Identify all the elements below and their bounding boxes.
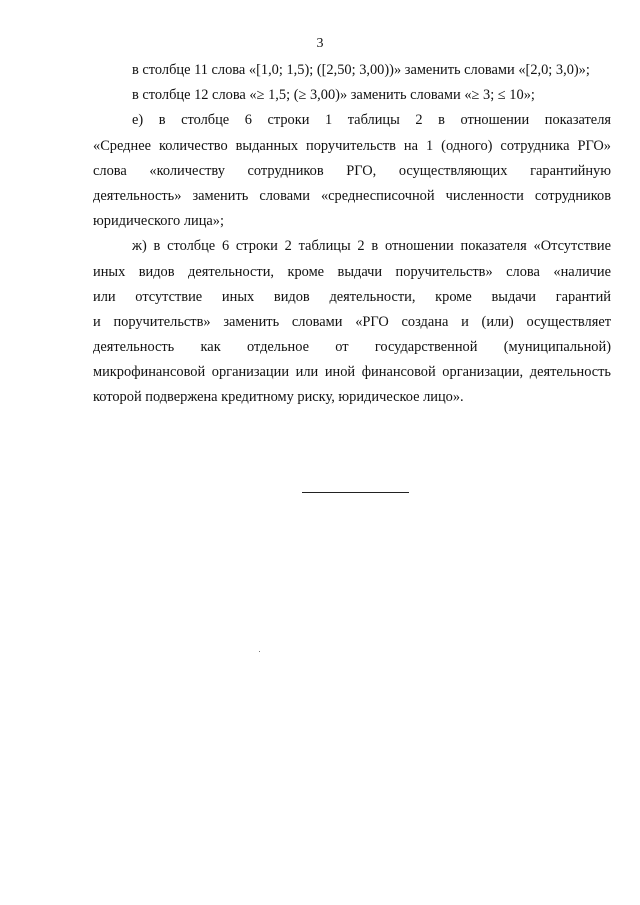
paragraph-line: иных видов деятельности, кроме выдачи поручительств» слова «наличие (93, 263, 611, 280)
paragraph-line: юридического лица»; (93, 213, 224, 230)
paragraph-line: в столбце 11 слова «[1,0; 1,5); ([2,50; 3,00))» заменить словами «[2,0; 3,0)»; (132, 62, 590, 78)
paragraph-line: е) в столбце 6 строки 1 таблицы 2 в отношении показателя (132, 112, 611, 129)
paragraph-line: «Среднее количество выданных поручительств на 1 (одного) сотрудника РГО» (93, 137, 611, 154)
paragraph-line: микрофинансовой организации или иной финансовой организации, деятельность (93, 364, 611, 381)
page-number: 3 (316, 36, 324, 51)
paragraph-line: ж) в столбце 6 строки 2 таблицы 2 в отношении показателя «Отсутствие (132, 238, 611, 255)
end-separator-line (302, 492, 409, 493)
paragraph-line: деятельность как отдельное от государственной (муниципальной) (93, 339, 611, 356)
paragraph-line: которой подвержена кредитному риску, юридическое лицо». (93, 389, 464, 406)
paragraph-line: слова «количеству сотрудников РГО, осуществляющих гарантийную (93, 162, 611, 179)
document-body (93, 58, 611, 411)
paragraph-line: или отсутствие иных видов деятельности, кроме выдачи гарантий (93, 288, 611, 305)
paragraph-line: и поручительств» заменить словами «РГО создана и (или) осуществляет (93, 313, 611, 330)
paragraph-line: деятельность» заменить словами «среднесписочной численности сотрудников (93, 187, 611, 204)
scan-speck (259, 651, 260, 652)
paragraph-line: в столбце 12 слова «≥ 1,5; (≥ 3,00)» заменить словами «≥ 3; ≤ 10»; (132, 87, 535, 104)
